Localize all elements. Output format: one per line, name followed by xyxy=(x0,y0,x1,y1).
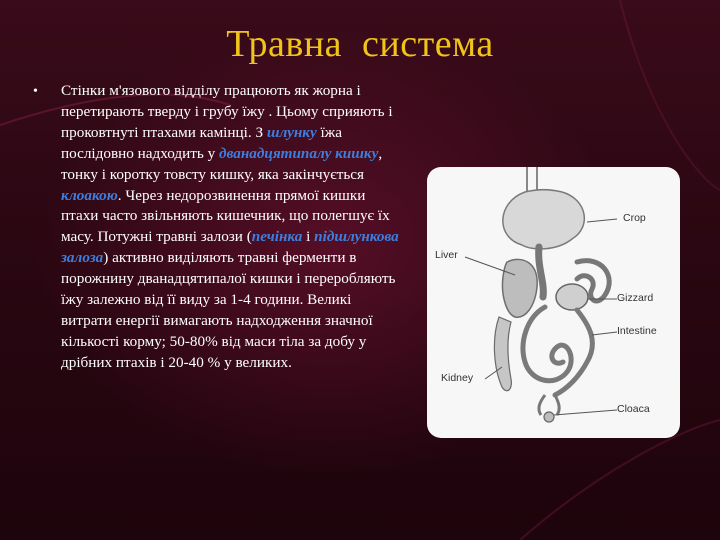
term-liver: печінка xyxy=(251,228,303,246)
crop-shape xyxy=(503,190,585,249)
cloaca-pointer-line xyxy=(554,410,617,415)
text-part: . Через недорозвинення прямої кишки птахи часто звільняють кишечник, що полегшує їх масу. Потужні травні залози ( xyxy=(61,186,390,246)
decor-curve-bottom xyxy=(520,420,720,540)
digestive-system-figure xyxy=(427,167,680,438)
text-part: , тонку і коротку товсту кишку, яка закінчується xyxy=(61,144,383,183)
kidney-shape xyxy=(494,317,511,391)
intestine-right-shape xyxy=(555,310,592,395)
text-part: Стінки м'язового відділу працюють як жорна і перетирають тверду і грубу їжу . Цьому сприяють і проковтнуті птахами камінці. З xyxy=(61,82,393,141)
label-liver: Liver xyxy=(435,249,458,261)
slide-title: Травна система xyxy=(226,23,494,65)
term-duodenum: дванадцятипалу кишку xyxy=(219,144,379,162)
term-stomach: шлунку xyxy=(266,123,317,141)
intestine-pointer-line xyxy=(592,332,617,335)
term-cloaca: клоакою xyxy=(61,186,118,204)
crop-pointer-line xyxy=(587,219,617,222)
label-cloaca: Cloaca xyxy=(617,403,650,415)
text-part: їжа послідовно надходить у xyxy=(61,123,343,162)
label-crop: Crop xyxy=(623,212,646,224)
proventriculus-shape xyxy=(539,247,544,297)
text-part: ) активно виділяють травні ферменти в порожнину дванадцятипалої кишки і переробляють їжу залежно від її виду за 1-4 години. Великі витрати енергії вимагають надходження значної кількості корму; 50-80% від маси тіла за добу у дрібних птахів і 20-40 % у великих. xyxy=(61,249,396,371)
bullet-icon: • xyxy=(33,84,38,99)
slide-body-text xyxy=(61,81,401,374)
label-kidney: Kidney xyxy=(441,372,474,384)
label-gizzard: Gizzard xyxy=(617,292,654,304)
gizzard-shape xyxy=(556,284,588,310)
text-part: і xyxy=(302,228,315,246)
cloaca-opening-shape xyxy=(544,412,554,422)
term-pancreas: підшлункова залоза xyxy=(61,228,399,267)
label-intestine: Intestine xyxy=(617,325,657,337)
intestine-lower-shape xyxy=(523,307,571,381)
liver-shape xyxy=(503,259,538,317)
